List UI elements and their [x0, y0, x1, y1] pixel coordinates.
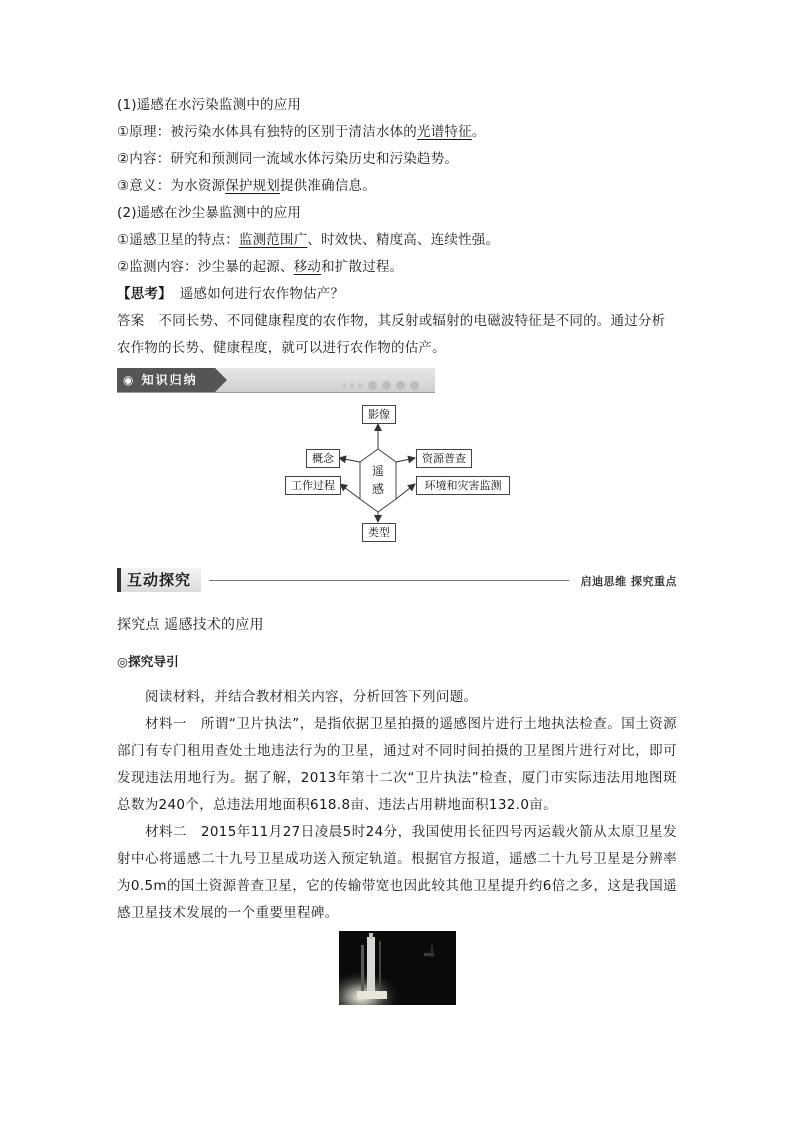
material-two-paragraph: 材料二 2015年11月27日凌晨5时24分，我国使用长征四号丙运载火箭从太原卫星发射中心将遥感二十九号卫星成功送入预定轨道。根据官方报道，遥感二十九号卫星是分辨率为0.5m的国土资源普查卫星，它的传输带宽也因此较其他卫星提升约6倍之多，这是我国遥感卫星技术发展的一个重要里程碑。 — [117, 824, 677, 921]
diagram-box-bottom: 类型 — [362, 523, 396, 542]
meaning-text: ③意义：为水资源 — [117, 178, 226, 194]
principle-text: ①原理：被污染水体具有独特的区别于清洁水体的 — [117, 124, 418, 140]
diagram-box-top: 影像 — [362, 405, 396, 424]
spectral-feature-term: 光谱特征 — [417, 124, 472, 140]
arrow-to-left-top — [339, 458, 360, 462]
rocket-launch-photo — [339, 931, 456, 1005]
wide-range-term: 监测范围广 — [238, 232, 308, 248]
diagram-box-right-top: 资源普查 — [416, 449, 472, 468]
intro-paragraph: 阅读材料，并结合教材相关内容，分析回答下列问题。 — [145, 689, 478, 705]
diagram-box-left-top: 概念 — [306, 449, 340, 468]
monitor-end: 和扩散过程。 — [321, 259, 404, 275]
movement-term: 移动 — [293, 259, 322, 275]
sandstorm-heading: (2)遥感在沙尘暴监测中的应用 — [117, 205, 302, 221]
water-pollution-heading: (1)遥感在水污染监测中的应用 — [117, 97, 302, 113]
concept-diagram-lines — [0, 0, 794, 560]
knowledge-banner-label: ◉ 知识归纳 — [117, 368, 215, 392]
answer-label: 答案 — [117, 313, 145, 329]
principle-end: 。 — [471, 124, 486, 140]
center-text: 遥感 — [371, 464, 384, 496]
rocket-launch-image — [339, 931, 456, 1005]
explore-point-heading: 探究点 遥感技术的应用 — [117, 617, 264, 633]
content-line: ②内容：研究和预测同一流域水体污染历史和污染趋势。 — [117, 151, 459, 167]
material-one-paragraph: 材料一 所谓“卫片执法”，是指依据卫星拍摄的遥感图片进行土地执法检查。国土资源部门有专门租用查处土地违法行为的卫星，通过对不同时间拍摄的卫星图片进行对比，即可发现违法用地行为。据了解，2013年第十二次“卫片执法”检查，厦门市实际违法用地图斑总数为240个，总违法用地面积618.8亩、违法占用耕地面积132.0亩。 — [117, 716, 677, 813]
meaning-end: 提供准确信息。 — [280, 178, 376, 194]
diagram-center-label — [364, 462, 392, 499]
answer-line-2: 农作物的长势、健康程度，就可以进行农作物的估产。 — [117, 340, 446, 356]
section-header — [117, 568, 677, 594]
body-paragraphs — [117, 684, 677, 927]
protection-plan-term: 保护规划 — [225, 178, 281, 194]
section-title: 互动探究 — [117, 568, 201, 592]
diagram-box-right-bottom: 环境和灾害监测 — [416, 476, 510, 495]
arrow-to-right-top — [396, 458, 415, 462]
guide-heading: ◎探究导引 — [117, 654, 179, 669]
arrow-to-left-bottom — [340, 484, 360, 499]
think-tag: 【思考】 — [117, 286, 172, 302]
features-end: 、时效快、精度高、连续性强。 — [307, 232, 500, 248]
section-rule — [209, 580, 569, 581]
section-subtitle: 启迪思维 探究重点 — [580, 575, 677, 588]
answer-text-1: 不同长势、不同健康程度的农作物，其反射或辐射的电磁波特征是不同的。通过分析 — [158, 313, 666, 329]
arrow-to-right-bottom — [396, 484, 415, 499]
diagram-box-left-bottom: 工作过程 — [285, 476, 341, 495]
features-text: ①遥感卫星的特点： — [117, 232, 239, 248]
think-question: 遥感如何进行农作物估产？ — [179, 286, 345, 302]
monitor-text: ②监测内容：沙尘暴的起源、 — [117, 259, 294, 275]
